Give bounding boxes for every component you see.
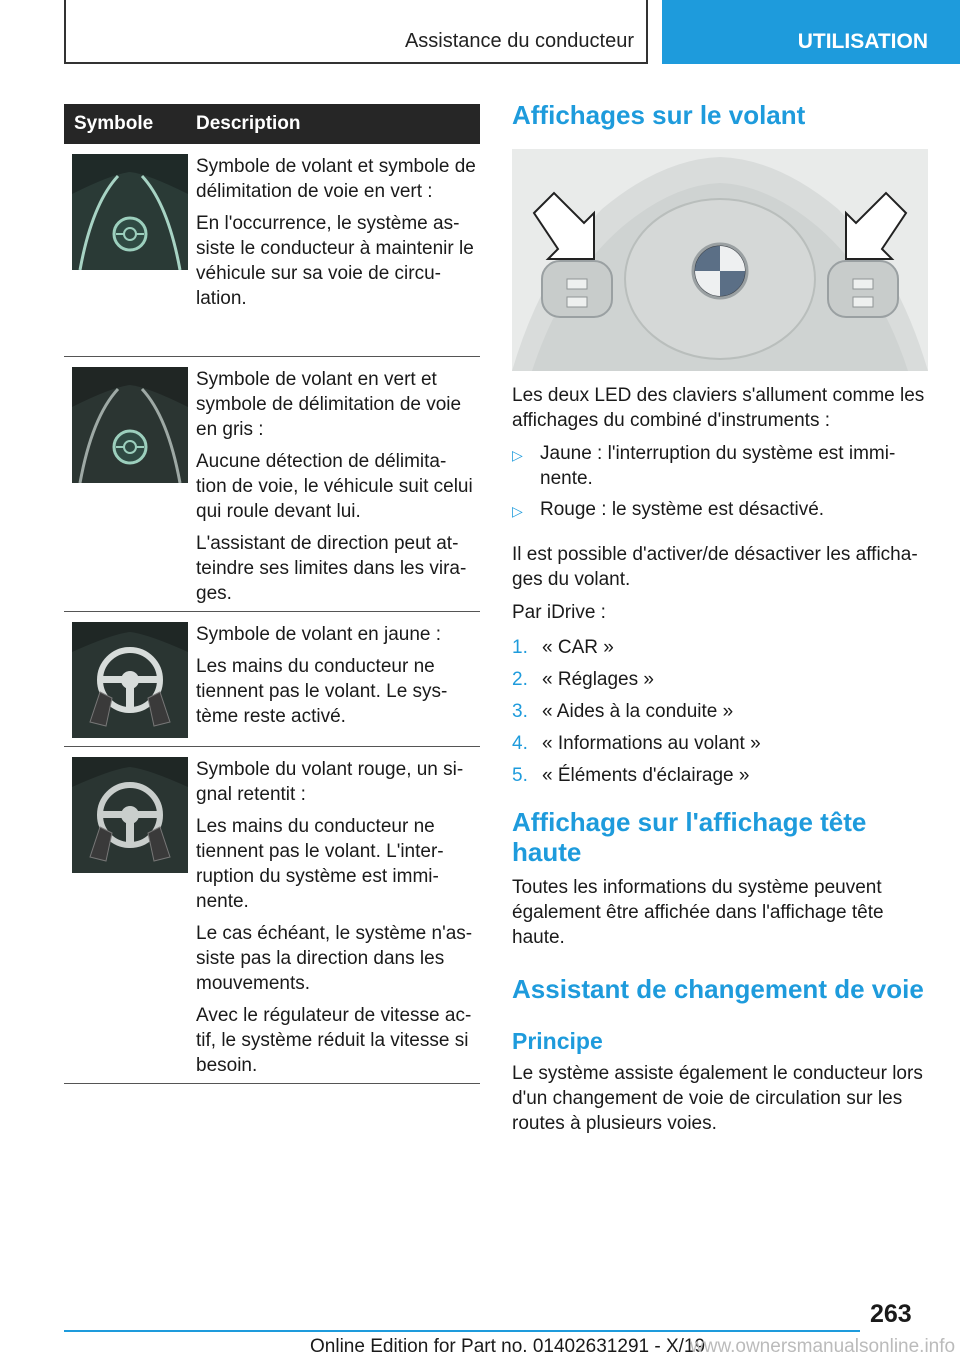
- triangle-bullet-icon: ▷: [512, 503, 523, 519]
- list-item: 4. « Informations au volant »: [512, 733, 761, 754]
- footer-rule: [64, 1330, 860, 1332]
- row-desc: Symbole de volant en vert et symbole de délimitation de voie en gris :: [196, 369, 462, 440]
- row-desc: Le cas échéant, le système n'as- siste pas la direction dans les mouvements.: [196, 923, 473, 994]
- para-idrive: Par iDrive :: [512, 602, 606, 623]
- right-column: [512, 100, 932, 1136]
- para-hud: Toutes les informations du système peuvent également être affichée dans l'affichage tête haute.: [512, 877, 884, 948]
- table-row: [64, 612, 480, 747]
- heading-principe: Principe: [512, 1028, 603, 1054]
- para-led: Les deux LED des claviers s'allument comme les affichages du combiné d'instruments :: [512, 385, 925, 431]
- table-row: [64, 747, 480, 1084]
- heading-hud: Affichage sur l'affichage tête haute: [512, 807, 867, 867]
- steering-wheel-green-lane-gray-icon: [72, 367, 188, 483]
- row-desc: Les mains du conducteur ne tiennent pas le volant. Le sys- tème reste activé.: [196, 656, 448, 727]
- steps-list: [512, 635, 932, 795]
- header-box: [64, 0, 648, 64]
- row-desc: En l'occurrence, le système as- siste le conducteur à maintenir le véhicule sur sa voie de circu- lation.: [196, 213, 474, 309]
- row-desc: Les mains du conducteur ne tiennent pas le volant. L'inter- ruption du système est immi- nente.: [196, 816, 444, 912]
- steering-wheel-red-hands-icon: [72, 757, 188, 873]
- triangle-bullet-icon: ▷: [512, 447, 523, 463]
- footer-watermark[interactable]: www.ownersmanualsonline.info: [690, 1336, 956, 1357]
- list-item: ▷ Jaune : l'interruption du système est immi- nente.: [512, 443, 896, 489]
- list-item: ▷ Rouge : le système est désactivé.: [512, 497, 932, 524]
- chapter-tab[interactable]: UTILISATION: [662, 0, 960, 64]
- table-row: [64, 144, 480, 357]
- table-row: [64, 357, 480, 612]
- col-symbol: Symbole: [74, 113, 154, 134]
- list-item: 5. « Éléments d'éclairage »: [512, 765, 750, 786]
- col-description: Description: [196, 113, 301, 134]
- heading-lane-change: Assistant de changement de voie: [512, 974, 924, 1004]
- row-desc: Symbole du volant rouge, un si- gnal retentit :: [196, 759, 464, 805]
- symbol-table: [64, 104, 480, 1084]
- footer-edition: Online Edition for Part no. 01402631291 - X/19: [310, 1336, 706, 1357]
- list-item: 3. « Aides à la conduite »: [512, 701, 734, 722]
- list-item: 1. « CAR »: [512, 637, 614, 658]
- para-activer: Il est possible d'activer/de désactiver les afficha- ges du volant.: [512, 544, 918, 590]
- row-desc: Avec le régulateur de vitesse ac- tif, le système réduit la vitesse si besoin.: [196, 1005, 472, 1076]
- table-header: [64, 104, 480, 144]
- page-number: 263: [870, 1300, 912, 1328]
- steering-wheel-yellow-hands-icon: [72, 622, 188, 738]
- steering-wheel-green-lane-green-icon: [72, 154, 188, 270]
- list-item: 2. « Réglages »: [512, 669, 654, 690]
- row-desc: Aucune détection de délimita- tion de voie, le véhicule suit celui qui roule devant lui.: [196, 451, 473, 522]
- row-desc: L'assistant de direction peut at- teindre ses limites dans les vira- ges.: [196, 533, 467, 604]
- heading-volant: Affichages sur le volant: [512, 100, 806, 130]
- section-title: Assistance du conducteur: [404, 30, 634, 52]
- para-principe: Le système assiste également le conducteur lors d'un changement de voie de circulation sur les routes à plusieurs voies.: [512, 1063, 923, 1134]
- steering-wheel-led-image: [512, 149, 928, 371]
- row-desc: Symbole de volant et symbole de délimitation de voie en vert :: [196, 156, 476, 202]
- row-desc: Symbole de volant en jaune :: [196, 624, 442, 645]
